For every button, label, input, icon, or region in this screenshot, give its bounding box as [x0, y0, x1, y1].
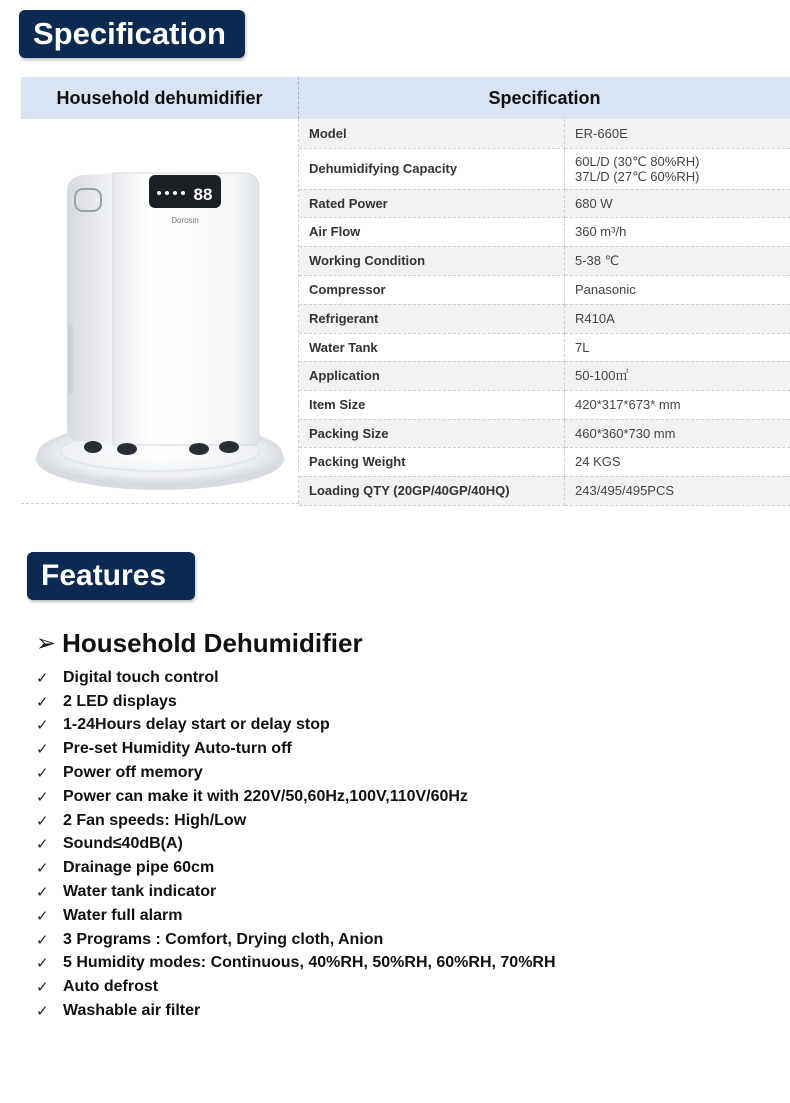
led-display: 88 — [193, 185, 213, 204]
feature-item — [36, 666, 556, 690]
spec-key: Compressor — [299, 275, 565, 304]
spec-key: Packing Weight — [299, 447, 565, 476]
spec-value: 50-100㎡ — [565, 361, 790, 390]
spec-key: Rated Power — [299, 189, 565, 217]
product-image — [21, 119, 299, 503]
spec-key: Loading QTY (20GP/40GP/40HQ) — [299, 476, 565, 505]
features-list — [36, 666, 556, 1023]
spec-value: R410A — [565, 304, 790, 333]
spec-key: Water Tank — [299, 333, 565, 361]
spec-value: Panasonic — [565, 275, 790, 304]
main-body — [113, 173, 259, 445]
feature-text: 3 Programs : Comfort, Drying cloth, Anion — [63, 930, 384, 948]
checkmark-icon: ✓ — [36, 860, 49, 878]
checkmark-icon: ✓ — [36, 741, 49, 759]
checkmark-icon: ✓ — [36, 884, 49, 902]
checkmark-icon: ✓ — [36, 907, 49, 925]
spec-row — [299, 119, 790, 148]
specification-table-section — [21, 77, 790, 504]
spec-row — [299, 246, 790, 275]
spec-row — [299, 275, 790, 304]
feature-item — [36, 785, 556, 809]
spec-key: Refrigerant — [299, 304, 565, 333]
feature-item — [36, 690, 556, 714]
checkmark-icon: ✓ — [36, 979, 49, 997]
specification-table — [299, 119, 790, 506]
feature-item — [36, 833, 556, 857]
side-panel — [67, 173, 113, 441]
feature-text: Water tank indicator — [63, 883, 217, 901]
checkmark-icon: ✓ — [36, 669, 49, 687]
checkmark-icon: ✓ — [36, 836, 49, 854]
spec-row — [299, 217, 790, 246]
feature-text: 2 LED displays — [63, 692, 177, 710]
spec-key: Item Size — [299, 390, 565, 419]
feature-text: Power can make it with 220V/50,60Hz,100V,110V/60Hz — [63, 787, 468, 805]
feature-item — [36, 975, 556, 999]
spec-value: 243/495/495PCS — [565, 476, 790, 505]
features-title-text: Household Dehumidifier — [62, 628, 363, 658]
feature-item — [36, 737, 556, 761]
checkmark-icon: ✓ — [36, 693, 49, 711]
feature-item — [36, 999, 556, 1023]
spec-value: 60L/D (30℃ 80%RH) 37L/D (27℃ 60%RH) — [565, 148, 790, 189]
wheel — [189, 443, 209, 455]
checkmark-icon: ✓ — [36, 717, 49, 735]
feature-text: Digital touch control — [63, 668, 219, 686]
feature-text: 2 Fan speeds: High/Low — [63, 811, 247, 829]
checkmark-icon: ✓ — [36, 1003, 49, 1021]
spec-key: Packing Size — [299, 419, 565, 447]
arrow-icon: ➢ — [36, 630, 57, 657]
spec-row — [299, 189, 790, 217]
spec-key: Application — [299, 361, 565, 390]
spec-key: Air Flow — [299, 217, 565, 246]
spec-value: 680 W — [565, 189, 790, 217]
feature-item — [36, 856, 556, 880]
spec-value: 460*360*730 mm — [565, 419, 790, 447]
spec-value: 5-38 ℃ — [565, 246, 790, 275]
spec-row — [299, 361, 790, 390]
spec-value: ER-660E — [565, 119, 790, 148]
feature-item — [36, 714, 556, 738]
brand-logo: Dorosin — [171, 216, 199, 225]
feature-item — [36, 809, 556, 833]
feature-text: Drainage pipe 60cm — [63, 859, 215, 877]
spec-key: Dehumidifying Capacity — [299, 148, 565, 189]
feature-text: Sound≤40dB(A) — [63, 835, 183, 853]
wheel — [117, 443, 137, 455]
feature-text: 5 Humidity modes: Continuous, 40%RH, 50%RH, 60%RH, 70%RH — [63, 954, 556, 972]
features-badge: Features — [27, 552, 195, 600]
feature-item — [36, 761, 556, 785]
feature-text: Power off memory — [63, 764, 203, 782]
spec-key: Working Condition — [299, 246, 565, 275]
spec-value: 360 m³/h — [565, 217, 790, 246]
wheel — [84, 441, 102, 453]
feature-text: Washable air filter — [63, 1002, 201, 1020]
checkmark-icon: ✓ — [36, 931, 49, 949]
feature-text: Pre-set Humidity Auto-turn off — [63, 740, 292, 758]
spec-row — [299, 447, 790, 476]
spec-value: 24 KGS — [565, 447, 790, 476]
spec-row — [299, 304, 790, 333]
checkmark-icon: ✓ — [36, 788, 49, 806]
feature-item — [36, 880, 556, 904]
checkmark-icon: ✓ — [36, 812, 49, 830]
specification-badge: Specification — [19, 10, 245, 58]
spec-row — [299, 333, 790, 361]
spec-row — [299, 476, 790, 505]
feature-item — [36, 952, 556, 976]
checkmark-icon: ✓ — [36, 765, 49, 783]
spec-key: Model — [299, 119, 565, 148]
spec-row — [299, 148, 790, 189]
spec-value: 7L — [565, 333, 790, 361]
feature-item — [36, 928, 556, 952]
dehumidifier-illustration — [21, 119, 298, 503]
product-header: Household dehumidifier — [21, 77, 299, 119]
feature-text: Auto defrost — [63, 978, 159, 996]
spec-value: 420*317*673* mm — [565, 390, 790, 419]
feature-item — [36, 904, 556, 928]
spec-row — [299, 390, 790, 419]
feature-text: 1-24Hours delay start or delay stop — [63, 716, 330, 734]
feature-text: Water full alarm — [63, 906, 183, 924]
wheel — [219, 441, 239, 453]
features-title — [36, 628, 363, 659]
checkmark-icon: ✓ — [36, 955, 49, 973]
spec-row — [299, 419, 790, 447]
specification-header: Specification — [299, 77, 790, 119]
